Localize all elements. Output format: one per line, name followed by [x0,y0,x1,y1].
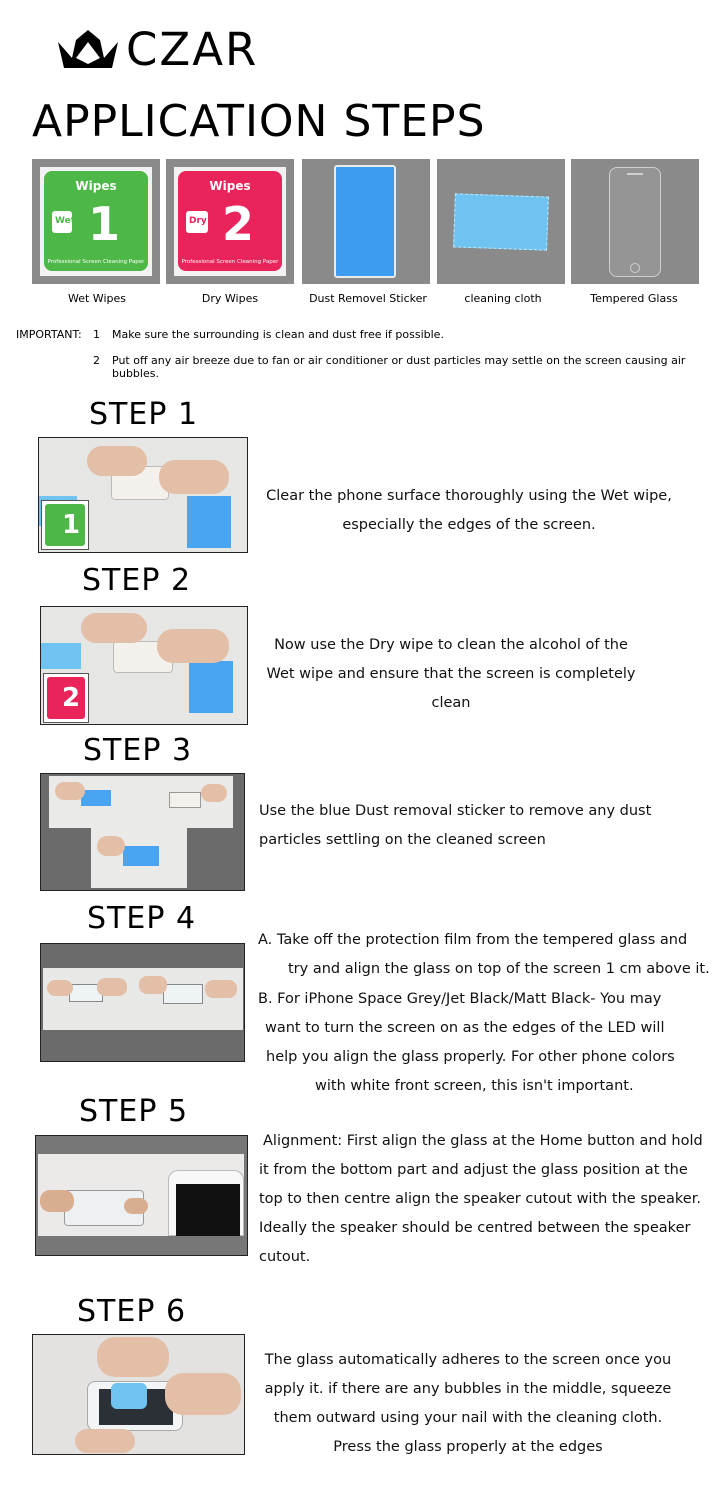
important-item-text: Put off any air breeze due to fan or air conditioner or dust particles may settle on the screen causing air bubbles. [112,354,686,380]
supply-label-dry-wipes: Dry Wipes [201,292,259,305]
step-6-photo [32,1334,245,1455]
step-2-title: STEP 2 [82,563,192,598]
important-label: IMPORTANT: [16,328,82,341]
step-3-description: Use the blue Dust removal sticker to remove any dust particles settling on the cleaned screen [259,803,652,848]
important-item-number: 1 [93,328,100,341]
step-5-photo [35,1135,248,1256]
step-5-title: STEP 5 [79,1094,189,1129]
crown-icon [56,28,120,70]
page-title: APPLICATION STEPS [32,96,486,147]
step-3-photo [40,773,245,891]
step-4-photo [40,943,245,1062]
brand-logo [56,22,259,76]
supply-wet-wipes-image [32,159,160,284]
step-2-photo: 2 [40,606,248,725]
step-2-description: Now use the Dry wipe to clean the alcohol of the Wet wipe and ensure that the screen is completely clean [266,637,636,711]
supply-label-wet-wipes: Wet Wipes [68,292,126,305]
supply-cleaning-cloth-image [437,159,565,284]
step-1-description: Clear the phone surface thoroughly using the Wet wipe, especially the edges of the screen. [266,488,672,533]
step-3-title: STEP 3 [83,733,193,768]
supply-label-cleaning-cloth: cleaning cloth [464,292,542,305]
important-item-text: Make sure the surrounding is clean and dust free if possible. [112,328,444,341]
step-6-title: STEP 6 [77,1294,187,1329]
wet-wipe-packet: Wipes Wet 1 Professional Screen Cleaning Paper [44,171,148,271]
step-4-title: STEP 4 [87,901,197,936]
step-6-description: The glass automatically adheres to the screen once you apply it. if there are any bubbles in the middle, squeeze them outward using your nail with the cleaning cloth. Press the glass properly at the edges [264,1352,672,1455]
dry-wipe-packet: Wipes Dry 2 Professional Screen Cleaning Paper [178,171,282,271]
brand-name: CZAR [126,22,259,76]
step-5-description: Alignment: First align the glass at the Home button and hold it from the bottom part and adjust the glass position at the top to then centre align the speaker cutout with the speaker. Ideally the speaker should be centred between the speaker cutout. [259,1133,703,1265]
step-4-description: A. Take off the protection film from the tempered glass and try and align the glass on top of the screen 1 cm above it. B. For iPhone Space Grey/Jet Black/Matt Black- You may want to turn the screen on as the edges of the LED will help you align the glass properly. For other phone colors with white front screen, this isn't important. [258,932,710,1094]
supply-label-tempered-glass: Tempered Glass [590,292,678,305]
supply-tempered-glass-image [571,159,699,284]
supply-label-dust-sticker: Dust Removel Sticker [309,292,427,305]
step-1-title: STEP 1 [89,397,199,432]
step-1-photo: 1 [38,437,248,553]
important-item-number: 2 [93,354,100,367]
supply-dry-wipes-image [166,159,294,284]
supply-dust-sticker-image [302,159,430,284]
